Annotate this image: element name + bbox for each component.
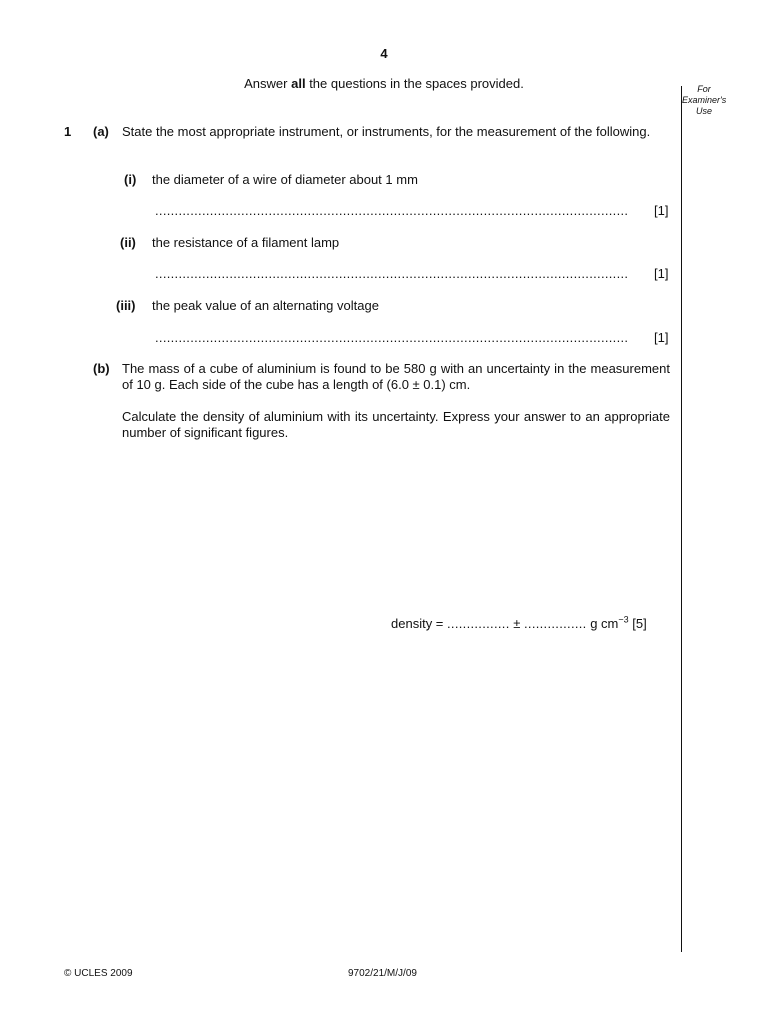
examiner-margin-rule <box>681 86 682 952</box>
density-unit: g $cm^{-3}$ <box>590 614 629 631</box>
instruction-post: the questions in the spaces provided. <box>305 76 524 91</box>
instruction-pre: Answer <box>244 76 292 91</box>
item-ii-label: (ii) <box>120 235 136 250</box>
paper-code: 9702/21/M/J/09 <box>348 968 417 979</box>
examiner-label-line-2: Examiner's <box>682 95 727 105</box>
part-b-stem: The mass of a cube of aluminium is found to be 580 g with an uncertainty in the measurement of 10 g. Each side of the cube has a length of (6.0 ± 0.1) cm. <box>122 361 670 392</box>
instruction <box>0 76 768 91</box>
instruction-bold: all <box>291 76 306 91</box>
density-answer-row <box>391 616 647 631</box>
item-i-text: the diameter of a wire of diameter about 1 mm <box>152 172 418 187</box>
part-b-mark: [5] <box>632 616 647 631</box>
part-b-label: (b) <box>93 361 110 376</box>
item-iii-mark: [1] <box>654 330 669 345</box>
examiner-label-line-3: Use <box>695 106 712 116</box>
item-iii-label: (iii) <box>116 298 136 313</box>
item-ii-mark: [1] <box>654 266 669 281</box>
examiner-use-label <box>682 84 726 117</box>
density-label: density = <box>391 616 448 631</box>
part-a-label: (a) <box>93 124 109 139</box>
density-uncertainty-field[interactable]: ................ <box>524 616 587 631</box>
item-ii-answer-line[interactable]: ......................................................................................................................... <box>155 266 629 281</box>
item-i-label: (i) <box>124 172 137 187</box>
page-number: 4 <box>380 46 388 61</box>
item-iii-text: the peak value of an alternating voltage <box>152 298 379 313</box>
plus-minus-sign: ± <box>513 616 521 631</box>
item-ii-text: the resistance of a filament lamp <box>152 235 340 250</box>
copyright: © UCLES 2009 <box>64 968 133 979</box>
part-a-stem: State the most appropriate instrument, or instruments, for the measurement of the following. <box>122 124 651 139</box>
item-iii-answer-line[interactable]: ......................................................................................................................... <box>155 330 629 345</box>
density-value-field[interactable]: ................ <box>447 616 510 631</box>
question-number: 1 <box>64 124 72 139</box>
part-b-task: Calculate the density of aluminium with its uncertainty. Express your answer to an appropriate number of significant figures. <box>122 409 670 440</box>
item-i-mark: [1] <box>654 203 669 218</box>
examiner-label-line-1: For <box>697 84 711 94</box>
density-unit-exponent: −3 <box>618 614 629 625</box>
item-i-answer-line[interactable]: ......................................................................................................................... <box>155 203 629 218</box>
